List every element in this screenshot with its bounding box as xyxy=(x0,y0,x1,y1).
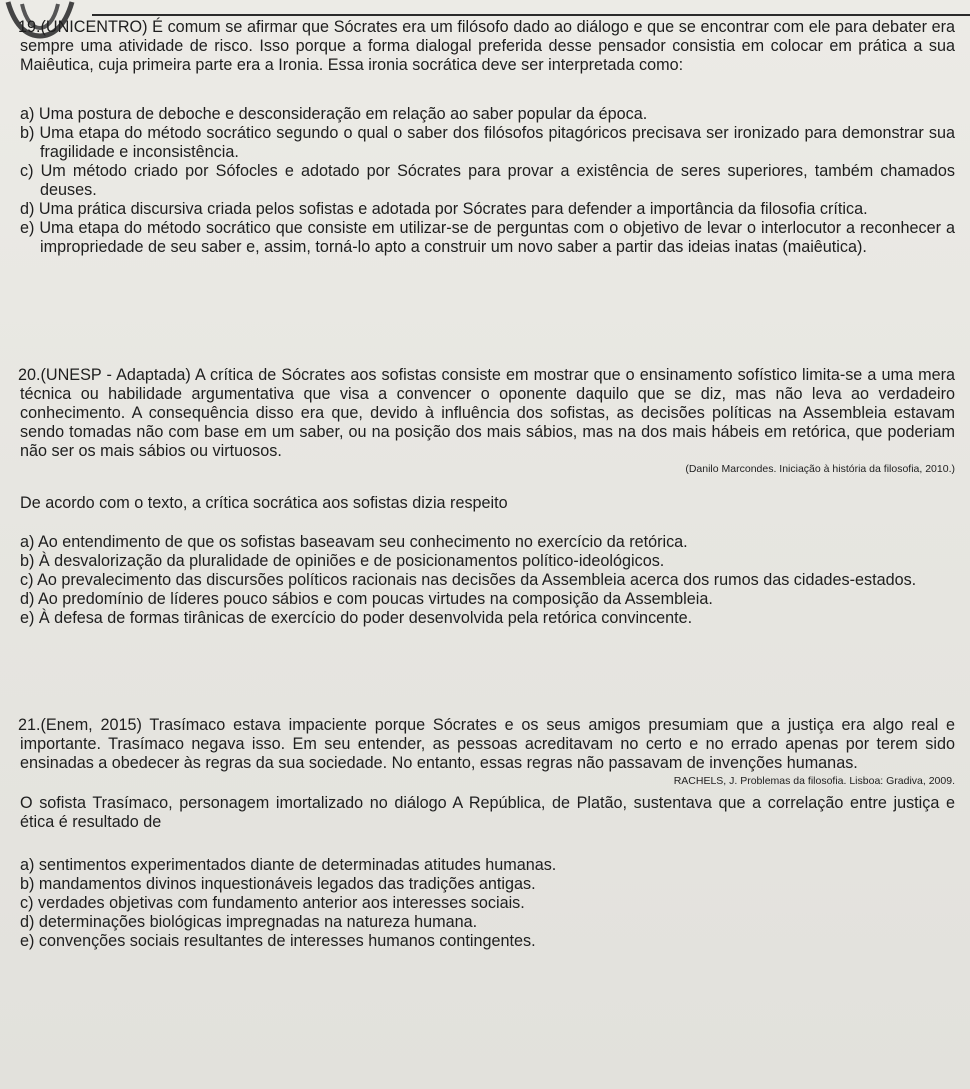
question-19-option-e[interactable]: e) Uma etapa do método socrático que consiste em utilizar-se de perguntas com o objetivo de levar o interlocutor a reconhecer a impropriedade de seu saber e, assim, torná-lo apto a construir um novo saber a partir das ideias inatas (maiêutica). xyxy=(20,219,955,256)
question-20-option-c[interactable]: c) Ao prevalecimento das discursões políticos racionais nas decisões da Assembleia acerca dos rumos das cidades-estados. xyxy=(20,571,917,589)
question-19 xyxy=(20,18,955,257)
question-19-option-c[interactable]: c) Um método criado por Sófocles e adotado por Sócrates para provar a existência de seres superiores, também chamados deuses. xyxy=(20,162,955,199)
question-21-stem: 21.(Enem, 2015) Trasímaco estava impaciente porque Sócrates e os seus amigos presumiam que a justiça era algo real e importante. Trasímaco negava isso. Em seu entender, as pessoas acreditavam no certo e no errado apenas por terem sido ensinadas a obedecer às regras da sua sociedade. No entanto, essas regras não passavam de invenções humanas. xyxy=(18,716,955,772)
question-21 xyxy=(20,716,955,951)
question-21-option-c[interactable]: c) verdades objetivas com fundamento anterior aos interesses sociais. xyxy=(20,894,525,912)
question-20-options xyxy=(20,533,955,628)
question-20-option-a[interactable]: a) Ao entendimento de que os sofistas baseavam seu conhecimento no exercício da retórica. xyxy=(20,533,688,551)
question-21-options xyxy=(20,856,955,951)
question-20-option-e[interactable]: e) À defesa de formas tirânicas de exercício do poder desenvolvida pela retórica convincente. xyxy=(20,609,693,627)
question-19-options xyxy=(20,105,955,257)
question-19-stem: 19.(UNICENTRO) É comum se afirmar que Sócrates era um filósofo dado ao diálogo e que se encontrar com ele para debater era sempre uma atividade de risco. Isso porque a forma dialogal preferida desse pensador consistia em colocar em prática a sua Maiêutica, cuja primeira parte era a Ironia. Essa ironia socrática deve ser interpretada como: xyxy=(18,18,955,74)
question-19-option-d[interactable]: d) Uma prática discursiva criada pelos sofistas e adotada por Sócrates para defender a importância da filosofia crítica. xyxy=(20,200,868,218)
question-19-option-a[interactable]: a) Uma postura de deboche e desconsideração em relação ao saber popular da época. xyxy=(20,105,648,123)
question-21-citation: RACHELS, J. Problemas da filosofia. Lisboa: Gradiva, 2009. xyxy=(673,775,955,787)
question-21-option-b[interactable]: b) mandamentos divinos inquestionáveis legados das tradições antigas. xyxy=(20,875,536,893)
header-rule xyxy=(92,14,970,16)
question-19-option-b[interactable]: b) Uma etapa do método socrático segundo o qual o saber dos filósofos pitagóricos precisava ser ironizado para demonstrar sua fragilidade e inconsistência. xyxy=(20,124,955,161)
question-20-citation: (Danilo Marcondes. Iniciação à história da filosofia, 2010.) xyxy=(685,463,955,475)
question-21-option-a[interactable]: a) sentimentos experimentados diante de determinadas atitudes humanas. xyxy=(20,856,557,874)
question-20-option-d[interactable]: d) Ao predomínio de líderes pouco sábios e com poucas virtudes na composição da Assembleia. xyxy=(20,590,713,608)
question-21-prompt: O sofista Trasímaco, personagem imortalizado no diálogo A República, de Platão, sustentava que a correlação entre justiça e ética é resultado de xyxy=(20,794,955,831)
question-20-prompt: De acordo com o texto, a crítica socrática aos sofistas dizia respeito xyxy=(20,494,508,512)
question-20 xyxy=(20,366,955,628)
question-20-stem: 20.(UNESP - Adaptada) A crítica de Sócrates aos sofistas consiste em mostrar que o ensinamento sofístico limita-se a uma mera técnica ou habilidade argumentativa que visa a convencer o oponente daquilo que se diz, mas não leva ao verdadeiro conhecimento. A consequência disso era que, devido à influência dos sofistas, as decisões políticas na Assembleia estavam sendo tomadas não com base em um saber, ou na posição dos mais sábios, mas na dos mais hábeis em retórica, que poderiam não ser os mais sábios ou virtuosos. xyxy=(18,366,955,460)
question-20-option-b[interactable]: b) À desvalorização da pluralidade de opiniões e de posicionamentos político-ideológicos. xyxy=(20,552,665,570)
question-21-option-e[interactable]: e) convenções sociais resultantes de interesses humanos contingentes. xyxy=(20,932,536,950)
question-21-option-d[interactable]: d) determinações biológicas impregnadas na natureza humana. xyxy=(20,913,478,931)
